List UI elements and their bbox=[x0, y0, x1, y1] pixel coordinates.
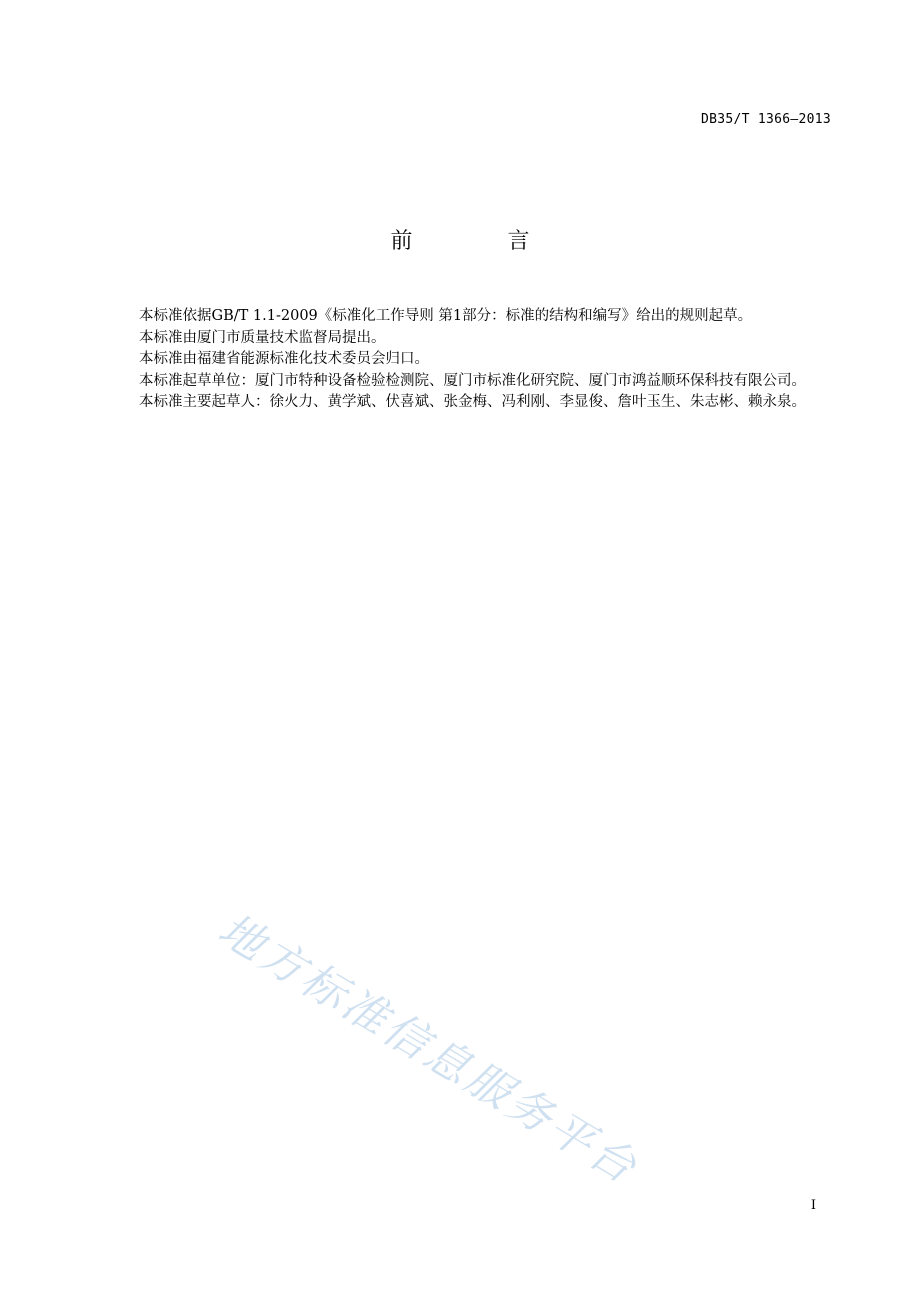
page-title: 前 言 bbox=[390, 229, 574, 254]
watermark: 地方标准信息服务平台 bbox=[209, 903, 648, 1195]
paragraph-drafting-units: 本标准起草单位：厦门市特种设备检验检测院、厦门市标准化研究院、厦门市鸿益顺环保科技有限公司。 bbox=[139, 372, 806, 389]
paragraph-proposer: 本标准由厦门市质量技术监督局提出。 bbox=[139, 329, 386, 346]
standard-code: DB35/T 1366—2013 bbox=[700, 112, 831, 127]
paragraph-drafting-basis: 本标准依据GB/T 1.1-2009《标准化工作导则 第1部分：标准的结构和编写》给出的规则起草。 bbox=[139, 308, 753, 324]
page-number: I bbox=[810, 1198, 816, 1213]
paragraph-drafters: 本标准主要起草人：徐火力、黄学斌、伏喜斌、张金梅、冯利刚、李显俊、詹叶玉生、朱志彬、赖永泉。 bbox=[139, 394, 806, 410]
paragraph-centralized-unit: 本标准由福建省能源标准化技术委员会归口。 bbox=[139, 351, 429, 367]
foreword-body bbox=[110, 306, 834, 414]
